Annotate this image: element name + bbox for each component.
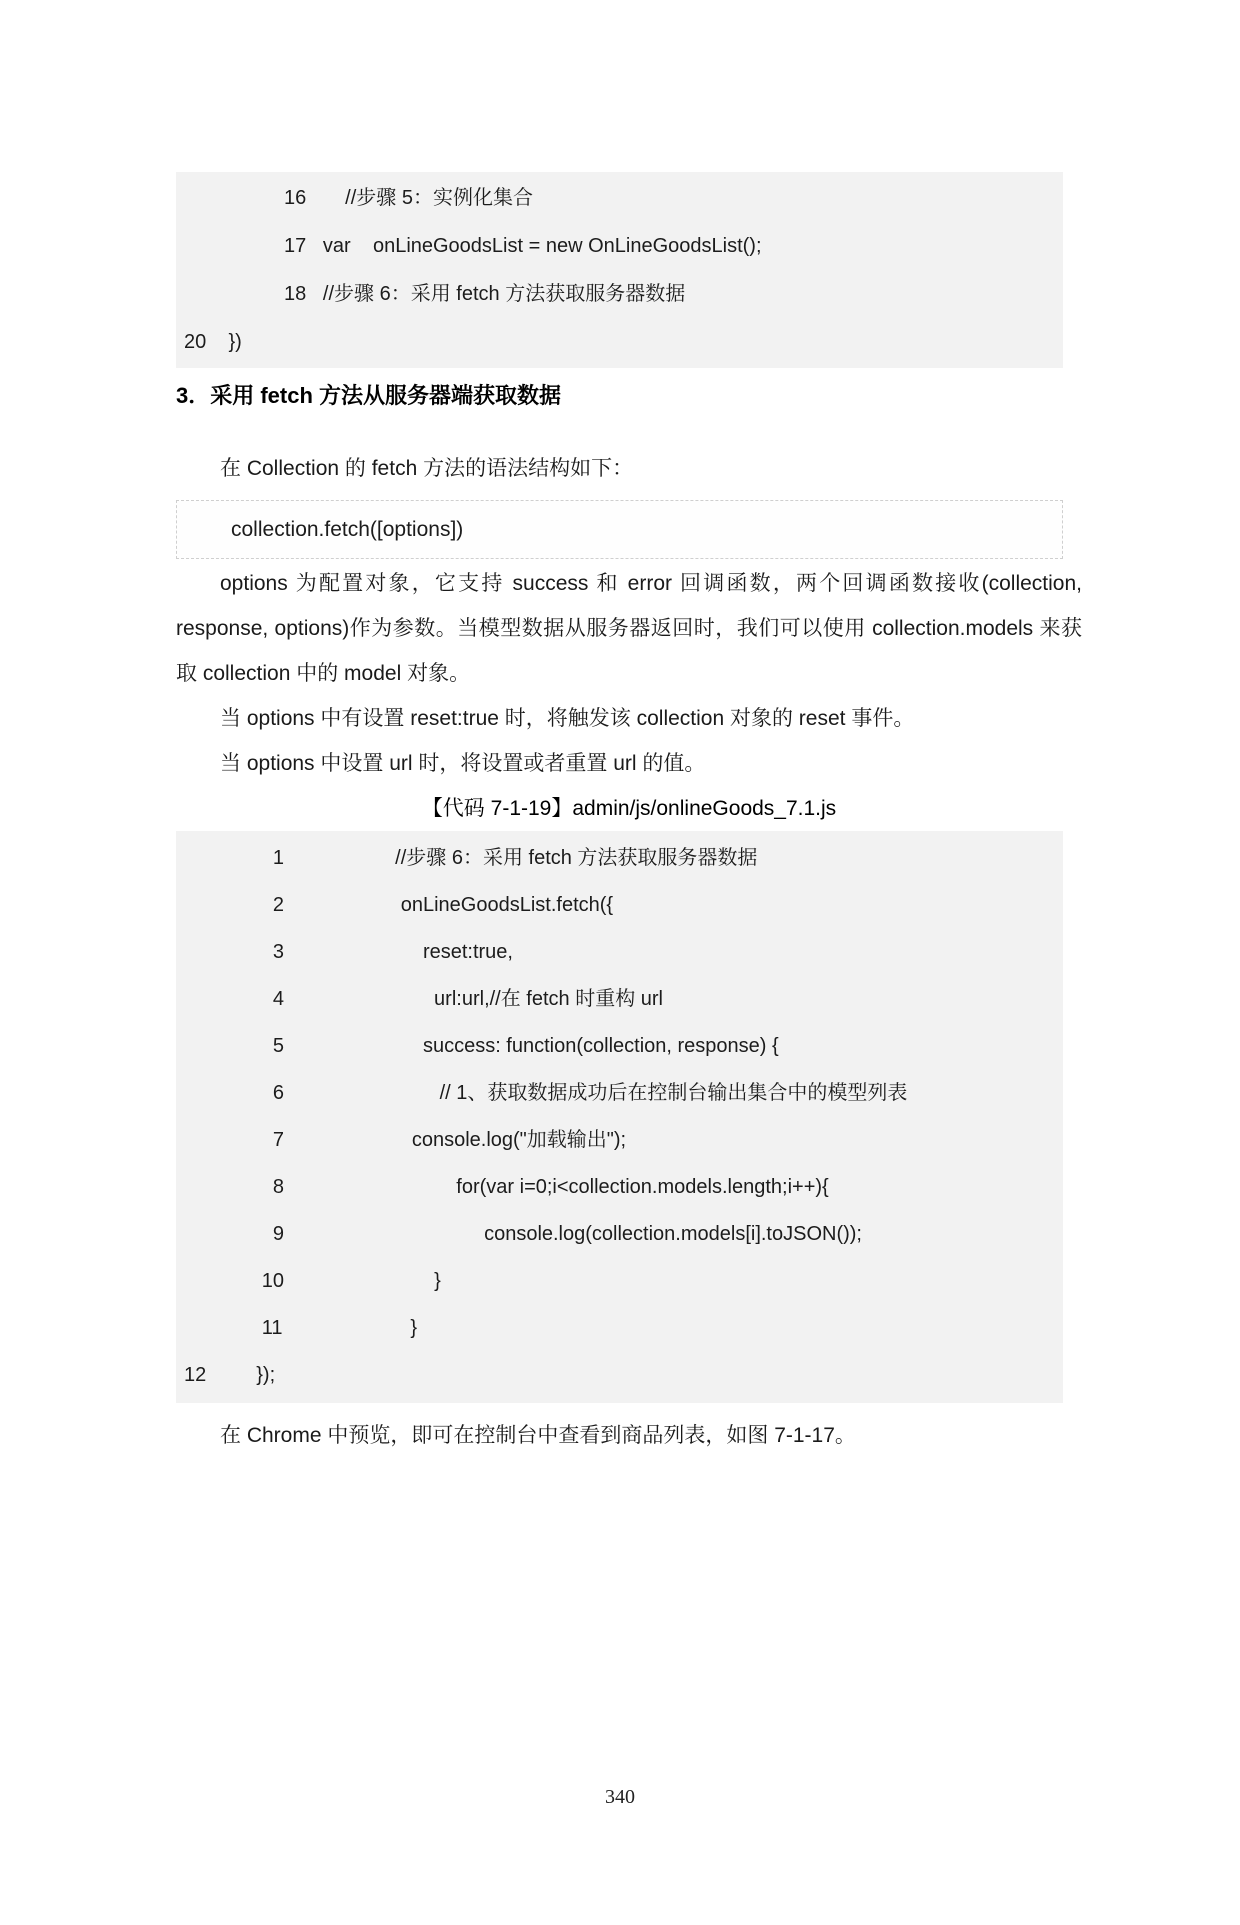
paragraph-reset: 当 options 中有设置 reset:true 时，将触发该 collection 对象的 reset 事件。: [220, 707, 915, 730]
code-line: 7 console.log("加载输出");: [184, 1129, 627, 1151]
code-line: 18 //步骤 6：采用 fetch 方法获取服务器数据: [184, 283, 686, 305]
paragraph-preview: 在 Chrome 中预览，即可在控制台中查看到商品列表，如图 7-1-17。: [220, 1424, 856, 1447]
syntax-text: collection.fetch([options]): [231, 517, 464, 541]
code-line: 8 for(var i=0;i<collection.models.length;i++){: [184, 1176, 829, 1198]
page-content: [0, 172, 1240, 1458]
code-line: 12 });: [184, 1364, 276, 1386]
section-heading: 3．采用 fetch 方法从服务器端获取数据: [176, 383, 562, 408]
code-line: 4 url:url,//在 fetch 时重构 url: [184, 988, 663, 1010]
paragraph-options: options 为配置对象，它支持 success 和 error 回调函数，两个回调函数接收(collection, response, options)作为参数。当模型数据从服务器返回时，我们可以使用 collection.models 来获取 collection 中的 model 对象。: [176, 572, 1082, 685]
code-line: 1 //步骤 6：采用 fetch 方法获取服务器数据: [184, 847, 758, 869]
syntax-box: [176, 500, 1063, 559]
code-line: 3 reset:true,: [184, 941, 513, 963]
document-page: [0, 172, 1240, 1925]
code-block-lines-1-12: [176, 831, 1063, 1403]
code-line: 17 var onLineGoodsList = new OnLineGoodsList();: [184, 235, 762, 257]
code-line: 2 onLineGoodsList.fetch({: [184, 894, 614, 916]
code-line: 5 success: function(collection, response) {: [184, 1035, 779, 1057]
code-line: 10 }: [184, 1270, 441, 1292]
code-block-lines-16-20: [176, 172, 1063, 368]
paragraph-url: 当 options 中设置 url 时，将设置或者重置 url 的值。: [220, 752, 706, 775]
code-caption: 【代码 7-1-19】admin/js/onlineGoods_7.1.js: [421, 797, 837, 820]
code-line: 6 // 1、获取数据成功后在控制台输出集合中的模型列表: [184, 1082, 908, 1104]
code-line: 11 }: [184, 1317, 418, 1339]
code-line: 20 }): [184, 331, 242, 353]
paragraph-intro: 在 Collection 的 fetch 方法的语法结构如下：: [220, 457, 634, 480]
page-number: 340: [605, 1786, 635, 1808]
code-line: 9 console.log(collection.models[i].toJSON());: [184, 1223, 862, 1245]
code-line: 16 //步骤 5：实例化集合: [184, 187, 533, 209]
